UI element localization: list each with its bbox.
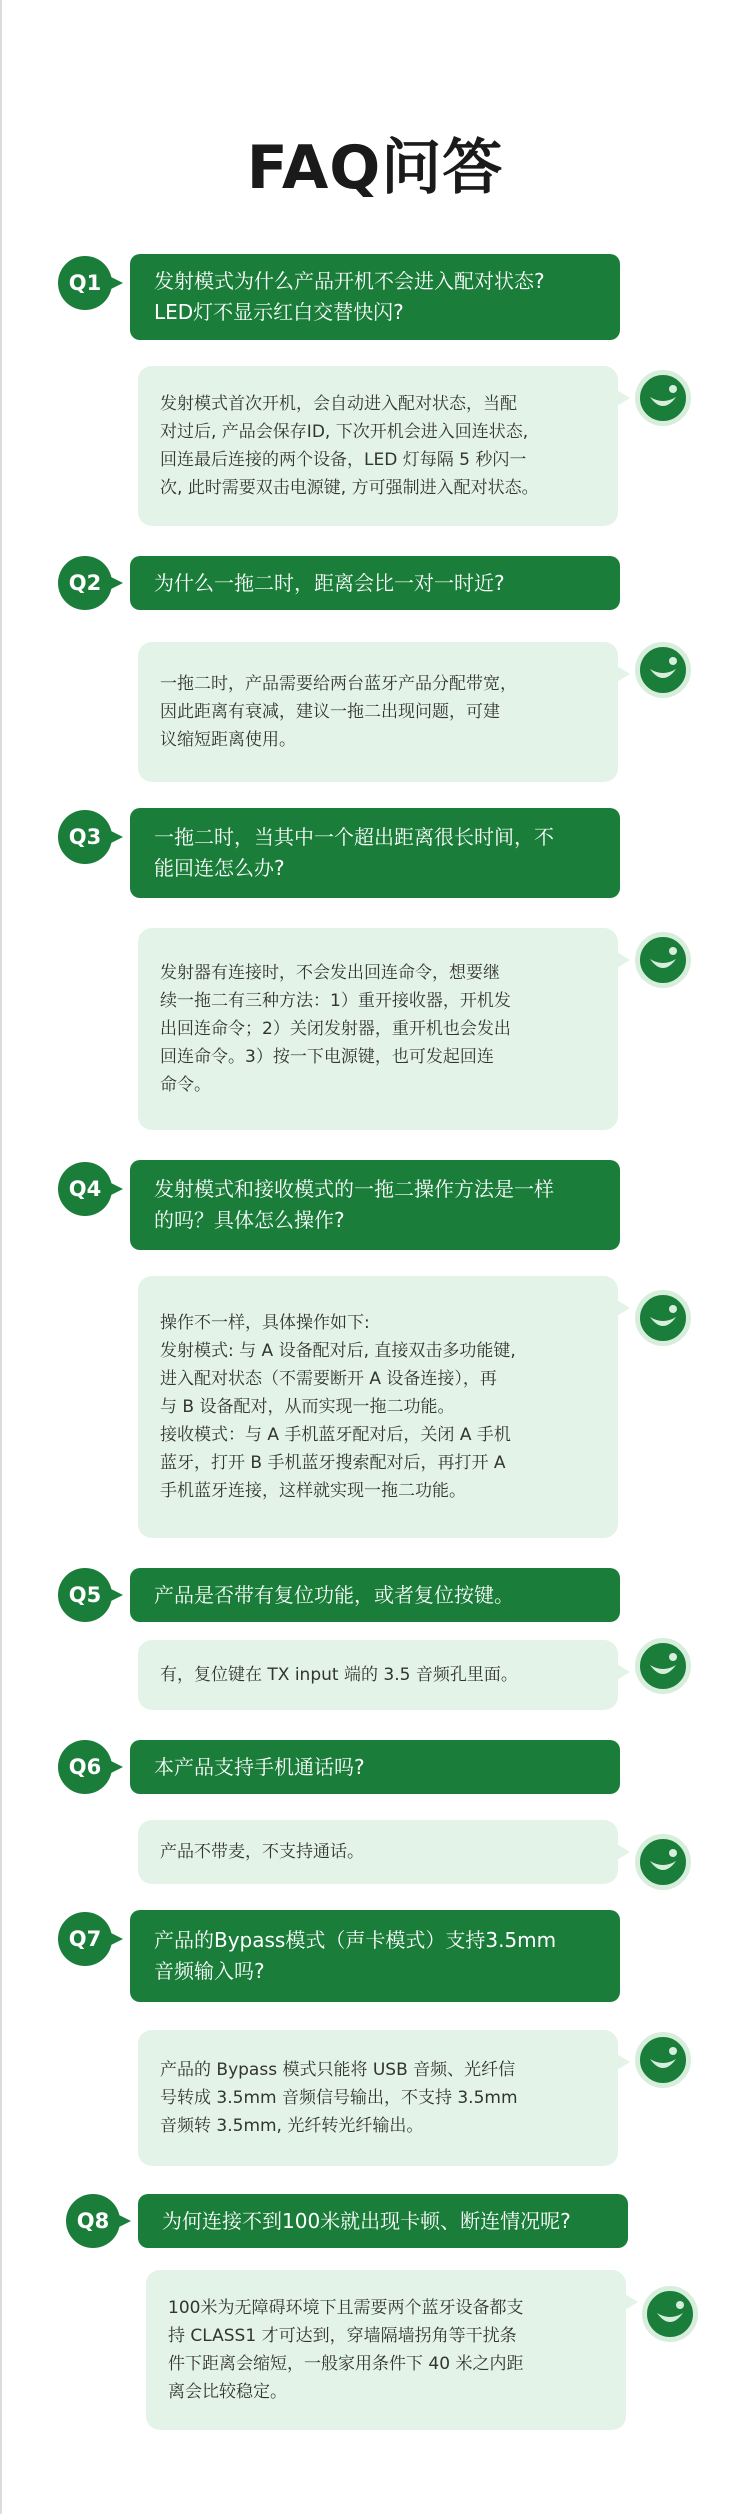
q2-answer: 一拖二时，产品需要给两台蓝牙产品分配带宽， 因此距离有衰减，建议一拖二出现问题，可建 议缩短距离使用。 [138,642,618,782]
smile-face-icon [635,2032,691,2088]
q7-question: 产品的Bypass模式（声卡模式）支持3.5mm 音频输入吗? [130,1910,620,2002]
q1-answer: 发射模式首次开机，会自动进入配对状态，当配 对过后, 产品会保存ID, 下次开机会进入回连状态, 回连最后连接的两个设备，LED 灯每隔 5 秒闪一 次, 此时需要双击电源键, 方可强制进入配对状态。 [138,366,618,526]
smile-face-icon [635,932,691,988]
q6-label: Q6 [58,1740,112,1794]
q8-label: Q8 [66,2194,120,2248]
q6-question: 本产品支持手机通话吗? [130,1740,620,1794]
q2-question: 为什么一拖二时，距离会比一对一时近? [130,556,620,610]
q5-question: 产品是否带有复位功能，或者复位按键。 [130,1568,620,1622]
page-left-rule [0,0,2,2514]
q3-question: 一拖二时，当其中一个超出距离很长时间，不 能回连怎么办? [130,808,620,898]
q4-label: Q4 [58,1162,112,1216]
smile-face-icon [635,1834,691,1890]
q4-question: 发射模式和接收模式的一拖二操作方法是一样 的吗？具体怎么操作? [130,1160,620,1250]
q3-answer: 发射器有连接时，不会发出回连命令，想要继 续一拖二有三种方法：1）重开接收器，开机发 出回连命令；2）关闭发射器，重开机也会发出 回连命令。3）按一下电源键，也可发起回连 命令。 [138,928,618,1130]
smile-face-icon [635,370,691,426]
page-title: FAQ问答 [246,133,504,203]
q8-answer: 100米为无障碍环境下且需要两个蓝牙设备都支 持 CLASS1 才可达到，穿墙隔墙拐角等干扰条 件下距离会缩短，一般家用条件下 40 米之内距 离会比较稳定。 [146,2270,626,2430]
q2-label: Q2 [58,556,112,610]
smile-face-icon [635,642,691,698]
q7-label: Q7 [58,1912,112,1966]
q4-answer: 操作不一样，具体操作如下: 发射模式: 与 A 设备配对后, 直接双击多功能键, 进入配对状态（不需要断开 A 设备连接），再 与 B 设备配对，从而实现一拖二功能。 接收模式：与 A 手机蓝牙配对后，关闭 A 手机 蓝牙，打开 B 手机蓝牙搜索配对后，再打开 A 手机蓝牙连接，这样就实现一拖二功能。 [138,1276,618,1538]
smile-face-icon [635,1290,691,1346]
q3-label: Q3 [58,810,112,864]
q8-question: 为何连接不到100米就出现卡顿、断连情况呢? [138,2194,628,2248]
q5-label: Q5 [58,1568,112,1622]
q5-answer: 有，复位键在 TX input 端的 3.5 音频孔里面。 [138,1640,618,1710]
q1-question: 发射模式为什么产品开机不会进入配对状态? LED灯不显示红白交替快闪? [130,254,620,340]
q1-label: Q1 [58,256,112,310]
smile-face-icon [635,1638,691,1694]
smile-face-icon [642,2286,698,2342]
q6-answer: 产品不带麦，不支持通话。 [138,1820,618,1884]
q7-answer: 产品的 Bypass 模式只能将 USB 音频、光纤信 号转成 3.5mm 音频信号输出，不支持 3.5mm 音频转 3.5mm, 光纤转光纤输出。 [138,2030,618,2166]
